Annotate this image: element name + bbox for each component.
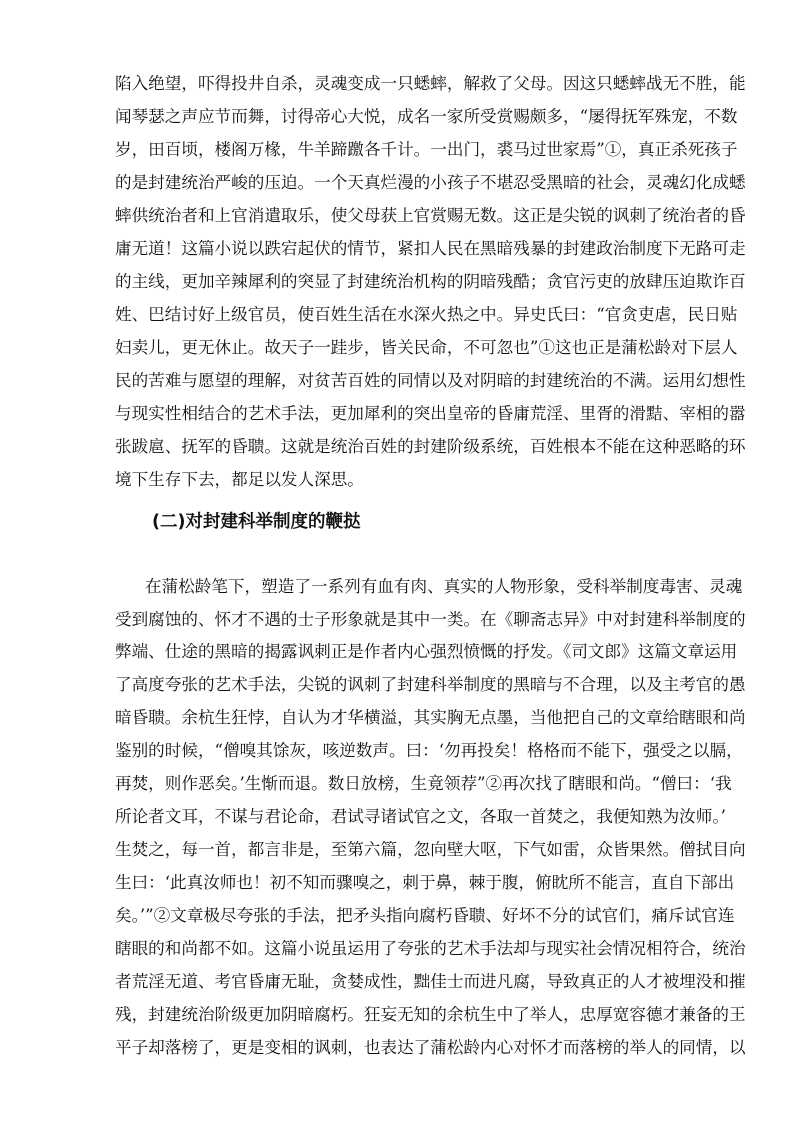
paragraph-line: 民的苦难与愿望的理解，对贫苦百姓的同情以及对阴暗的封建统治的不满。运用幻想性 bbox=[115, 371, 746, 390]
paragraph-line: 受到腐蚀的、怀才不遇的士子形象就是其中一类。在《聊斋志异》中对封建科举制度的 bbox=[115, 610, 746, 629]
paragraph-line: 弊端、仕途的黑暗的揭露讽刺正是作者内心强烈愤慨的抒发。《司文郎》这篇文章运用 bbox=[115, 642, 738, 661]
paragraph-line: 瞎眼的和尚都不如。这篇小说虽运用了夸张的艺术手法却与现实社会情况相符合，统治 bbox=[115, 939, 746, 958]
paragraph-line: 者荒淫无道、考官昏庸无耻，贪婪成性，黜佳士而进凡腐，导致真正的人才被埋没和摧 bbox=[115, 972, 746, 991]
paragraph-line: 庸无道！这篇小说以跌宕起伏的情节，紧扣人民在黑暗残暴的封建政治制度下无路可走 bbox=[115, 239, 746, 258]
paragraph-line: 在蒲松龄笔下，塑造了一系列有血有肉、真实的人物形象，受科举制度毒害、灵魂 bbox=[145, 577, 743, 596]
paragraph-line: 的主线，更加辛辣犀利的突显了封建统治机构的阴暗残酷；贪官污吏的放肆压迫欺诈百 bbox=[115, 272, 746, 291]
paragraph-line: 张跋扈、抚军的昏聩。这就是统治百姓的封建阶级系统，百姓根本不能在这种恶略的环 bbox=[115, 437, 746, 456]
paragraph-line: 陷入绝望，吓得投井自杀，灵魂变成一只蟋蟀，解救了父母。因这只蟋蟀战无不胜，能 bbox=[115, 74, 746, 93]
paragraph-line: 的是封建统治严峻的压迫。一个天真烂漫的小孩子不堪忍受黑暗的社会，灵魂幻化成蟋 bbox=[115, 173, 746, 192]
paragraph-line: 矣。’”②文章极尽夸张的手法，把矛头指向腐朽昏聩、好坏不分的试官们，痛斥试官连 bbox=[115, 906, 735, 925]
paragraph-line: 境下生存下去，都足以发人深思。 bbox=[115, 470, 364, 489]
paragraph-line: 蟀供统治者和上官消遣取乐，使父母获上官赏赐无数。这正是尖锐的讽刺了统治者的昏 bbox=[115, 206, 746, 225]
paragraph-line: 暗昏聩。余杭生狂悖，自认为才华横溢，其实胸无点墨，当他把自己的文章给瞎眼和尚 bbox=[115, 708, 746, 727]
paragraph-line: 所论者文耳，不谋与君论命，君试寻诸试官之文，各取一首焚之，我便知熟为汝师。’ bbox=[115, 807, 726, 826]
paragraph-line: 残，封建统治阶级更加阴暗腐朽。狂妄无知的余杭生中了举人，忠厚宽容德才兼备的王 bbox=[115, 1005, 746, 1024]
paragraph-line: 再焚，则作恶矣。’生惭而退。数日放榜，生竟领荐”②再次找了瞎眼和尚。“僧曰：‘我 bbox=[115, 774, 732, 793]
paragraph-line: 与现实性相结合的艺术手法，更加犀利的突出皇帝的昏庸荒淫、里胥的滑黠、宰相的嚣 bbox=[115, 404, 746, 423]
paragraph-line: 岁，田百顷，楼阁万椽，牛羊蹄躈各千计。一出门，裘马过世家焉”①，真正杀死孩子 bbox=[115, 140, 738, 159]
paragraph-line: 生曰：‘此真汝师也！初不知而骤嗅之，刺于鼻，棘于腹，俯眈所不能言，直自下部出 bbox=[115, 873, 735, 892]
section-heading: (二)对封建科举制度的鞭挞 bbox=[152, 512, 361, 532]
paragraph-line: 妇卖儿，更无休止。故天子一跬步，皆关民命，不可忽也”①这也正是蒲松龄对下层人 bbox=[115, 338, 738, 357]
paragraph-line: 平子却落榜了，更是变相的讽刺，也表达了蒲松龄内心对怀才而落榜的举人的同情，以 bbox=[115, 1038, 746, 1057]
paragraph-line: 鉴别的时候，“僧嗅其馀灰，咳逆数声。曰：‘勿再投矣！格格而不能下，强受之以膈， bbox=[115, 741, 743, 760]
paragraph-line: 生焚之，每一首，都言非是，至第六篇，忽向壁大呕，下气如雷，众皆果然。僧拭目向 bbox=[115, 840, 746, 859]
paragraph-line: 闻琴瑟之声应节而舞，讨得帝心大悦，成名一家所受赏赐颇多，“屡得抚军殊宠，不数 bbox=[115, 107, 738, 126]
paragraph-line: 姓、巴结讨好上级官员，使百姓生活在水深火热之中。异史氏曰：“官贪吏虐，民日贴 bbox=[115, 305, 738, 324]
paragraph-line: 了高度夸张的艺术手法，尖锐的讽刺了封建科举制度的黑暗与不合理，以及主考官的愚 bbox=[115, 675, 746, 694]
